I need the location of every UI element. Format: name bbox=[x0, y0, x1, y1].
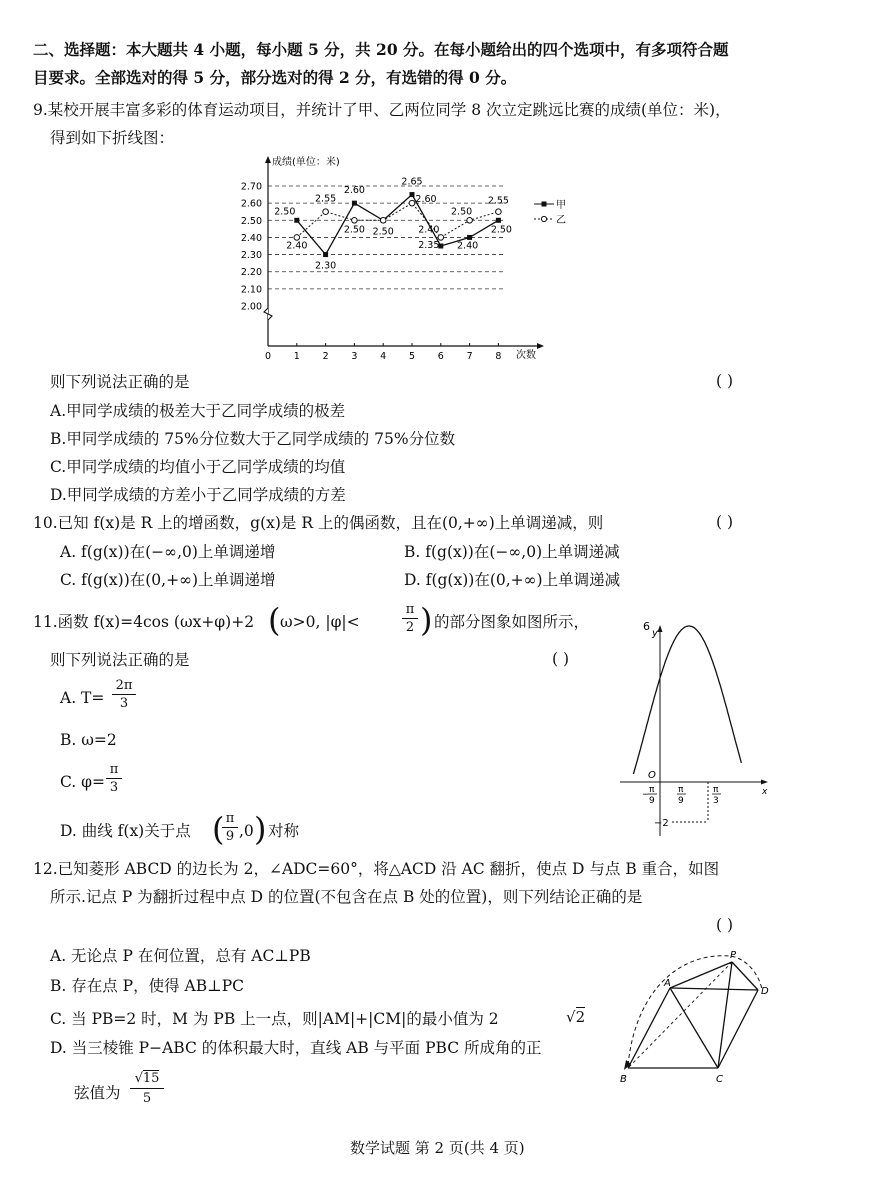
chart-point-jia bbox=[294, 218, 299, 223]
graph-y-axis-label: y bbox=[652, 628, 658, 639]
graph-min-label: −2 bbox=[654, 818, 669, 829]
chart-ytick-label: 2.10 bbox=[240, 284, 262, 296]
graph-tick-pi9-9: 9 bbox=[678, 796, 684, 806]
chart-data-label: 2.60 bbox=[343, 185, 365, 197]
chart-data-label: 2.55 bbox=[315, 193, 337, 205]
q12-option-d-num: √15 bbox=[134, 1071, 160, 1086]
page-footer: 数学试题 第 2 页(共 4 页) bbox=[350, 1139, 525, 1157]
label-c: C bbox=[716, 1074, 723, 1085]
q10-answer-paren[interactable]: ( ) bbox=[716, 513, 734, 531]
chart-xtick-label: 2 bbox=[322, 351, 329, 362]
graph-origin-label: O bbox=[648, 770, 656, 781]
chart-legend-marker bbox=[542, 202, 547, 207]
q12-answer-paren[interactable]: ( ) bbox=[716, 916, 734, 934]
q11-condition-open-paren: ( bbox=[268, 601, 281, 639]
chart-point-jia bbox=[496, 218, 501, 223]
q9-question: 则下列说法正确的是 bbox=[50, 373, 190, 391]
edge-pb bbox=[628, 962, 732, 1068]
section-header-line2: 目要求。全部选对的得 5 分，部分选对的得 2 分，有选错的得 0 分。 bbox=[33, 68, 517, 87]
chart-ytick-label: 2.40 bbox=[240, 232, 262, 244]
q9-option-d[interactable]: D.甲同学成绩的方差小于乙同学成绩的方差 bbox=[50, 486, 346, 504]
q10-option-b[interactable]: B. f(g(x))在(−∞,0)上单调递减 bbox=[404, 543, 620, 561]
label-p: P bbox=[730, 950, 737, 961]
q12-option-c-sqrt: √2 bbox=[566, 1008, 586, 1026]
chart-point-jia bbox=[410, 192, 415, 197]
q11-option-d-den: 9 bbox=[222, 827, 238, 845]
chart-xtick-label: 4 bbox=[380, 351, 387, 362]
q11-option-d-close-paren: ) bbox=[254, 810, 267, 848]
chart-data-label: 2.65 bbox=[401, 176, 423, 188]
q11-condition-fraction bbox=[402, 601, 418, 636]
chart-point-yi bbox=[352, 217, 358, 223]
graph-tick-neg-9: 9 bbox=[649, 796, 655, 806]
chart-point-yi bbox=[380, 217, 386, 223]
q12-option-d-den: 5 bbox=[130, 1088, 164, 1108]
q11-option-d-open-paren: ( bbox=[212, 810, 225, 848]
chart-data-label: 2.40 bbox=[418, 224, 440, 236]
chart-data-label: 2.40 bbox=[457, 240, 479, 252]
q11-cosine-graph bbox=[612, 622, 772, 844]
q11-condition-num: π bbox=[405, 602, 415, 617]
q11-option-a-fraction bbox=[112, 677, 136, 712]
q11-option-d-prefix[interactable]: D. 曲线 f(x)关于点 bbox=[60, 822, 191, 840]
q10-option-a[interactable]: A. f(g(x))在(−∞,0)上单调递增 bbox=[60, 543, 276, 561]
q10-stem: 10.已知 f(x)是 R 上的增函数，g(x)是 R 上的偶函数，且在(0,+∞)上单调递减，则 bbox=[33, 514, 604, 532]
q11-stem-b: 的部分图象如图所示， bbox=[434, 613, 590, 631]
label-b: B bbox=[620, 1074, 627, 1085]
graph-curve bbox=[633, 626, 741, 774]
q11-option-a-prefix[interactable]: A. T= bbox=[60, 689, 105, 707]
edge-pc bbox=[718, 962, 732, 1068]
chart-data-label: 2.55 bbox=[487, 195, 509, 207]
section-header-line1: 二、选择题：本大题共 4 小题，每小题 5 分，共 20 分。在每小题给出的四个选项中，有多项符合题 bbox=[33, 40, 729, 59]
q11-condition-frac-bar: 2 bbox=[402, 618, 418, 636]
chart-ytick-label: 2.70 bbox=[240, 181, 262, 193]
chart-point-yi bbox=[409, 200, 415, 206]
q12-stem-line2: 所示.记点 P 为翻折过程中点 D 的位置(不包含在点 B 处的位置)，则下列结论正确的是 bbox=[50, 888, 643, 906]
chart-point-jia bbox=[352, 201, 357, 206]
q11-option-c-num: π bbox=[109, 762, 119, 777]
q11-option-c-den: 3 bbox=[106, 778, 122, 796]
chart-xtick-label: 1 bbox=[293, 351, 300, 362]
chart-xtick-label: 0 bbox=[264, 351, 272, 362]
q9-answer-paren[interactable]: ( ) bbox=[716, 372, 734, 390]
q9-option-a[interactable]: A.甲同学成绩的极差大于乙同学成绩的极差 bbox=[50, 402, 346, 420]
q11-option-c-prefix[interactable]: C. φ= bbox=[60, 773, 106, 791]
q11-option-c-fraction bbox=[106, 761, 122, 796]
q10-option-d[interactable]: D. f(g(x))在(0,+∞)上单调递减 bbox=[404, 571, 621, 589]
chart-point-yi bbox=[496, 209, 502, 215]
edge-ac bbox=[670, 988, 718, 1068]
edge-ap bbox=[670, 962, 732, 988]
label-d: D bbox=[761, 986, 769, 997]
graph-max-label: 6 bbox=[643, 620, 650, 633]
q12-option-d-fraction bbox=[130, 1069, 164, 1108]
graph-tick-pi9-pi: π bbox=[678, 785, 684, 795]
q11-answer-paren[interactable]: ( ) bbox=[552, 650, 570, 668]
chart-point-jia bbox=[323, 252, 328, 257]
q11-condition: ω>0, |φ|< bbox=[280, 613, 360, 631]
q11-option-d-num: π bbox=[225, 811, 235, 826]
chart-ytick-label: 2.20 bbox=[240, 267, 262, 279]
chart-point-yi bbox=[438, 235, 444, 241]
chart-data-label: 2.50 bbox=[490, 224, 512, 236]
chart-ylabel: 成绩(单位：米) bbox=[272, 157, 340, 168]
q11-option-d-suffix: 对称 bbox=[268, 822, 300, 840]
graph-tick-neg-pi: π bbox=[649, 785, 655, 795]
chart-data-label: 2.50 bbox=[451, 206, 473, 218]
chart-ytick-label: 2.00 bbox=[240, 301, 262, 313]
q12-option-c-radicand: 2 bbox=[575, 1008, 586, 1026]
q11-option-d-point: ,0 bbox=[239, 822, 254, 840]
chart-xtick-label: 6 bbox=[437, 351, 444, 362]
q12-option-d-radicand: 15 bbox=[142, 1071, 160, 1086]
chart-xtick-label: 7 bbox=[466, 351, 473, 362]
q11-option-b[interactable]: B. ω=2 bbox=[60, 731, 117, 749]
graph-tick-pi3-pi: π bbox=[713, 785, 719, 795]
chart-point-yi bbox=[294, 235, 300, 241]
chart-ytick-label: 2.50 bbox=[240, 215, 262, 227]
chart-legend-marker bbox=[541, 216, 546, 221]
chart-legend-label: 乙 bbox=[556, 215, 566, 226]
chart-data-label: 2.30 bbox=[315, 260, 337, 272]
q12-option-d-prefix: 弦值为 bbox=[74, 1084, 121, 1102]
q12-option-b[interactable]: B. 存在点 P，使得 AB⊥PC bbox=[50, 977, 244, 995]
chart-point-jia bbox=[467, 235, 472, 240]
q12-option-d-line1[interactable]: D. 当三棱锥 P−ABC 的体积最大时，直线 AB 与平面 PBC 所成角的正 bbox=[50, 1039, 542, 1057]
edge-pd bbox=[732, 962, 758, 990]
chart-point-yi bbox=[323, 209, 329, 215]
q12-stem-line1: 12.已知菱形 ABCD 的边长为 2，∠ADC=60°，将△ACD 沿 AC 翻折，使点 D 与点 B 重合，如图 bbox=[33, 860, 720, 878]
q11-question: 则下列说法正确的是 bbox=[50, 651, 190, 669]
edge-ad bbox=[670, 988, 758, 990]
chart-data-label: 2.50 bbox=[343, 224, 365, 236]
chart-data-label: 2.50 bbox=[274, 206, 296, 218]
chart-xlabel: 次数 bbox=[516, 350, 536, 361]
chart-legend-label: 甲 bbox=[556, 200, 566, 211]
chart-xtick-label: 8 bbox=[495, 351, 502, 362]
q11-option-d-fraction bbox=[222, 810, 238, 845]
chart-point-yi bbox=[467, 217, 473, 223]
chart-data-label: 2.40 bbox=[286, 240, 308, 252]
chart-ytick-label: 2.30 bbox=[240, 250, 262, 262]
edge-cd bbox=[718, 990, 758, 1068]
q11-stem-a: 11.函数 f(x)=4cos (ωx+φ)+2 bbox=[33, 613, 255, 631]
q10-option-c[interactable]: C. f(g(x))在(0,+∞)上单调递增 bbox=[60, 571, 276, 589]
q9-option-b[interactable]: B.甲同学成绩的 75%分位数大于乙同学成绩的 75%分位数 bbox=[50, 430, 456, 448]
chart-data-label: 2.35 bbox=[418, 240, 440, 251]
chart-data-label: 2.60 bbox=[415, 194, 437, 206]
q12-option-c[interactable]: C. 当 PB=2 时，M 为 PB 上一点，则|AM|+|CM|的最小值为 2 bbox=[50, 1010, 499, 1028]
graph-x-axis-label: x bbox=[762, 787, 768, 797]
label-a: A bbox=[664, 978, 671, 989]
q12-rhombus-fold-figure bbox=[612, 948, 782, 1088]
q9-line-chart bbox=[238, 152, 568, 368]
q11-option-a-num: 2π bbox=[115, 678, 133, 693]
chart-xtick-label: 5 bbox=[408, 351, 416, 362]
q9-option-c[interactable]: C.甲同学成绩的均值小于乙同学成绩的均值 bbox=[50, 458, 346, 476]
q9-stem-line1: 9.某校开展丰富多彩的体育运动项目，并统计了甲、乙两位同学 8 次立定跳远比赛的成绩(单位：米)， bbox=[33, 101, 731, 119]
edge-ab bbox=[628, 988, 670, 1068]
q11-option-a-den: 3 bbox=[112, 694, 136, 712]
q12-option-a[interactable]: A. 无论点 P 在何位置，总有 AC⊥PB bbox=[50, 947, 311, 965]
graph-tick-pi3-3: 3 bbox=[713, 796, 719, 806]
q9-stem-line2: 得到如下折线图： bbox=[50, 129, 175, 147]
chart-xtick-label: 3 bbox=[351, 351, 358, 362]
chart-ytick-label: 2.60 bbox=[240, 198, 262, 210]
graph-tick-neg-sign: − bbox=[642, 790, 650, 800]
chart-data-label: 2.50 bbox=[372, 226, 394, 238]
q11-condition-close-paren: ) bbox=[420, 601, 433, 639]
